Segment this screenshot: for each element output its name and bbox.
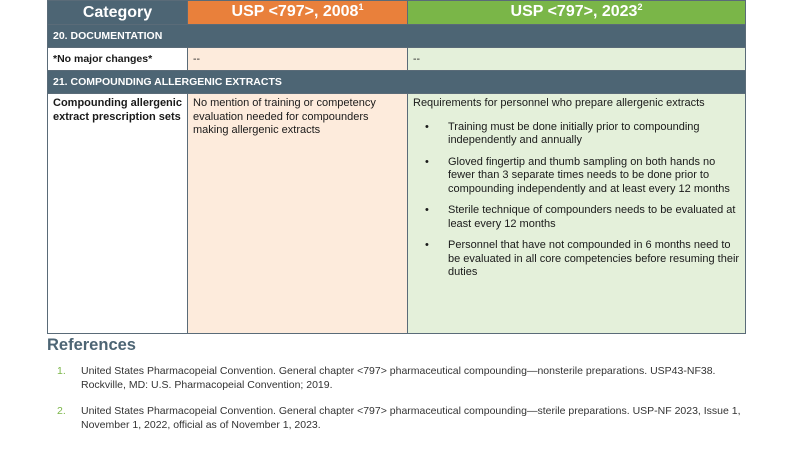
row-usp-2023: --: [408, 48, 746, 71]
table-row: [48, 94, 746, 334]
section-title: 20. DOCUMENTATION: [48, 25, 746, 48]
row-usp-2008: No mention of training or competency evaluation needed for compounders making allergenic extracts: [188, 94, 408, 334]
requirements-list: [413, 121, 740, 280]
section-documentation: [48, 25, 746, 48]
row-category: Compounding allergenic extract prescription sets: [48, 94, 188, 334]
section-allergenic-extracts: [48, 71, 746, 94]
table-row: [48, 48, 746, 71]
table-header: [48, 1, 746, 25]
reference-number: 2.: [57, 405, 66, 417]
list-item: • Training must be done initially prior to compounding independently and annually: [413, 121, 740, 148]
row-category: *No major changes*: [48, 48, 188, 71]
list-item: • Gloved fingertip and thumb sampling on both hands no fewer than 3 separate times needs to be done prior to compounding independently and at least every 12 months: [413, 156, 740, 197]
header-category: Category: [48, 1, 188, 25]
list-item: • Sterile technique of compounders needs to be evaluated at least every 12 months: [413, 204, 740, 231]
list-item: • Personnel that have not compounded in 6 months need to be evaluated in all core competencies before resuming their duties: [413, 239, 740, 280]
header-usp-2008: USP <797>, 2008$^1$: [188, 1, 408, 25]
reference-item: [57, 365, 747, 392]
reference-text: United States Pharmacopeial Convention. General chapter <797> pharmaceutical compounding—nonsterile preparations. USP43-NF38. Rockville, MD: U.S. Pharmacopeial Convention; 2019.: [81, 365, 716, 391]
section-title: 21. COMPOUNDING ALLERGENIC EXTRACTS: [48, 71, 746, 94]
row-usp-2023: [408, 94, 746, 334]
requirements-intro: Requirements for personnel who prepare allergenic extracts: [413, 97, 705, 109]
comparison-table: [47, 0, 746, 334]
reference-number: 1.: [57, 365, 66, 377]
reference-item: [57, 405, 747, 432]
row-usp-2008: --: [188, 48, 408, 71]
references-title: References: [47, 336, 136, 354]
header-usp-2023: USP <797>, 2023$^2$: [408, 1, 746, 25]
reference-text: United States Pharmacopeial Convention. General chapter <797> pharmaceutical compounding—sterile preparations. USP-NF 2023, Issue 1, November 1, 2022, official as of November 1, 2023.: [81, 405, 741, 431]
